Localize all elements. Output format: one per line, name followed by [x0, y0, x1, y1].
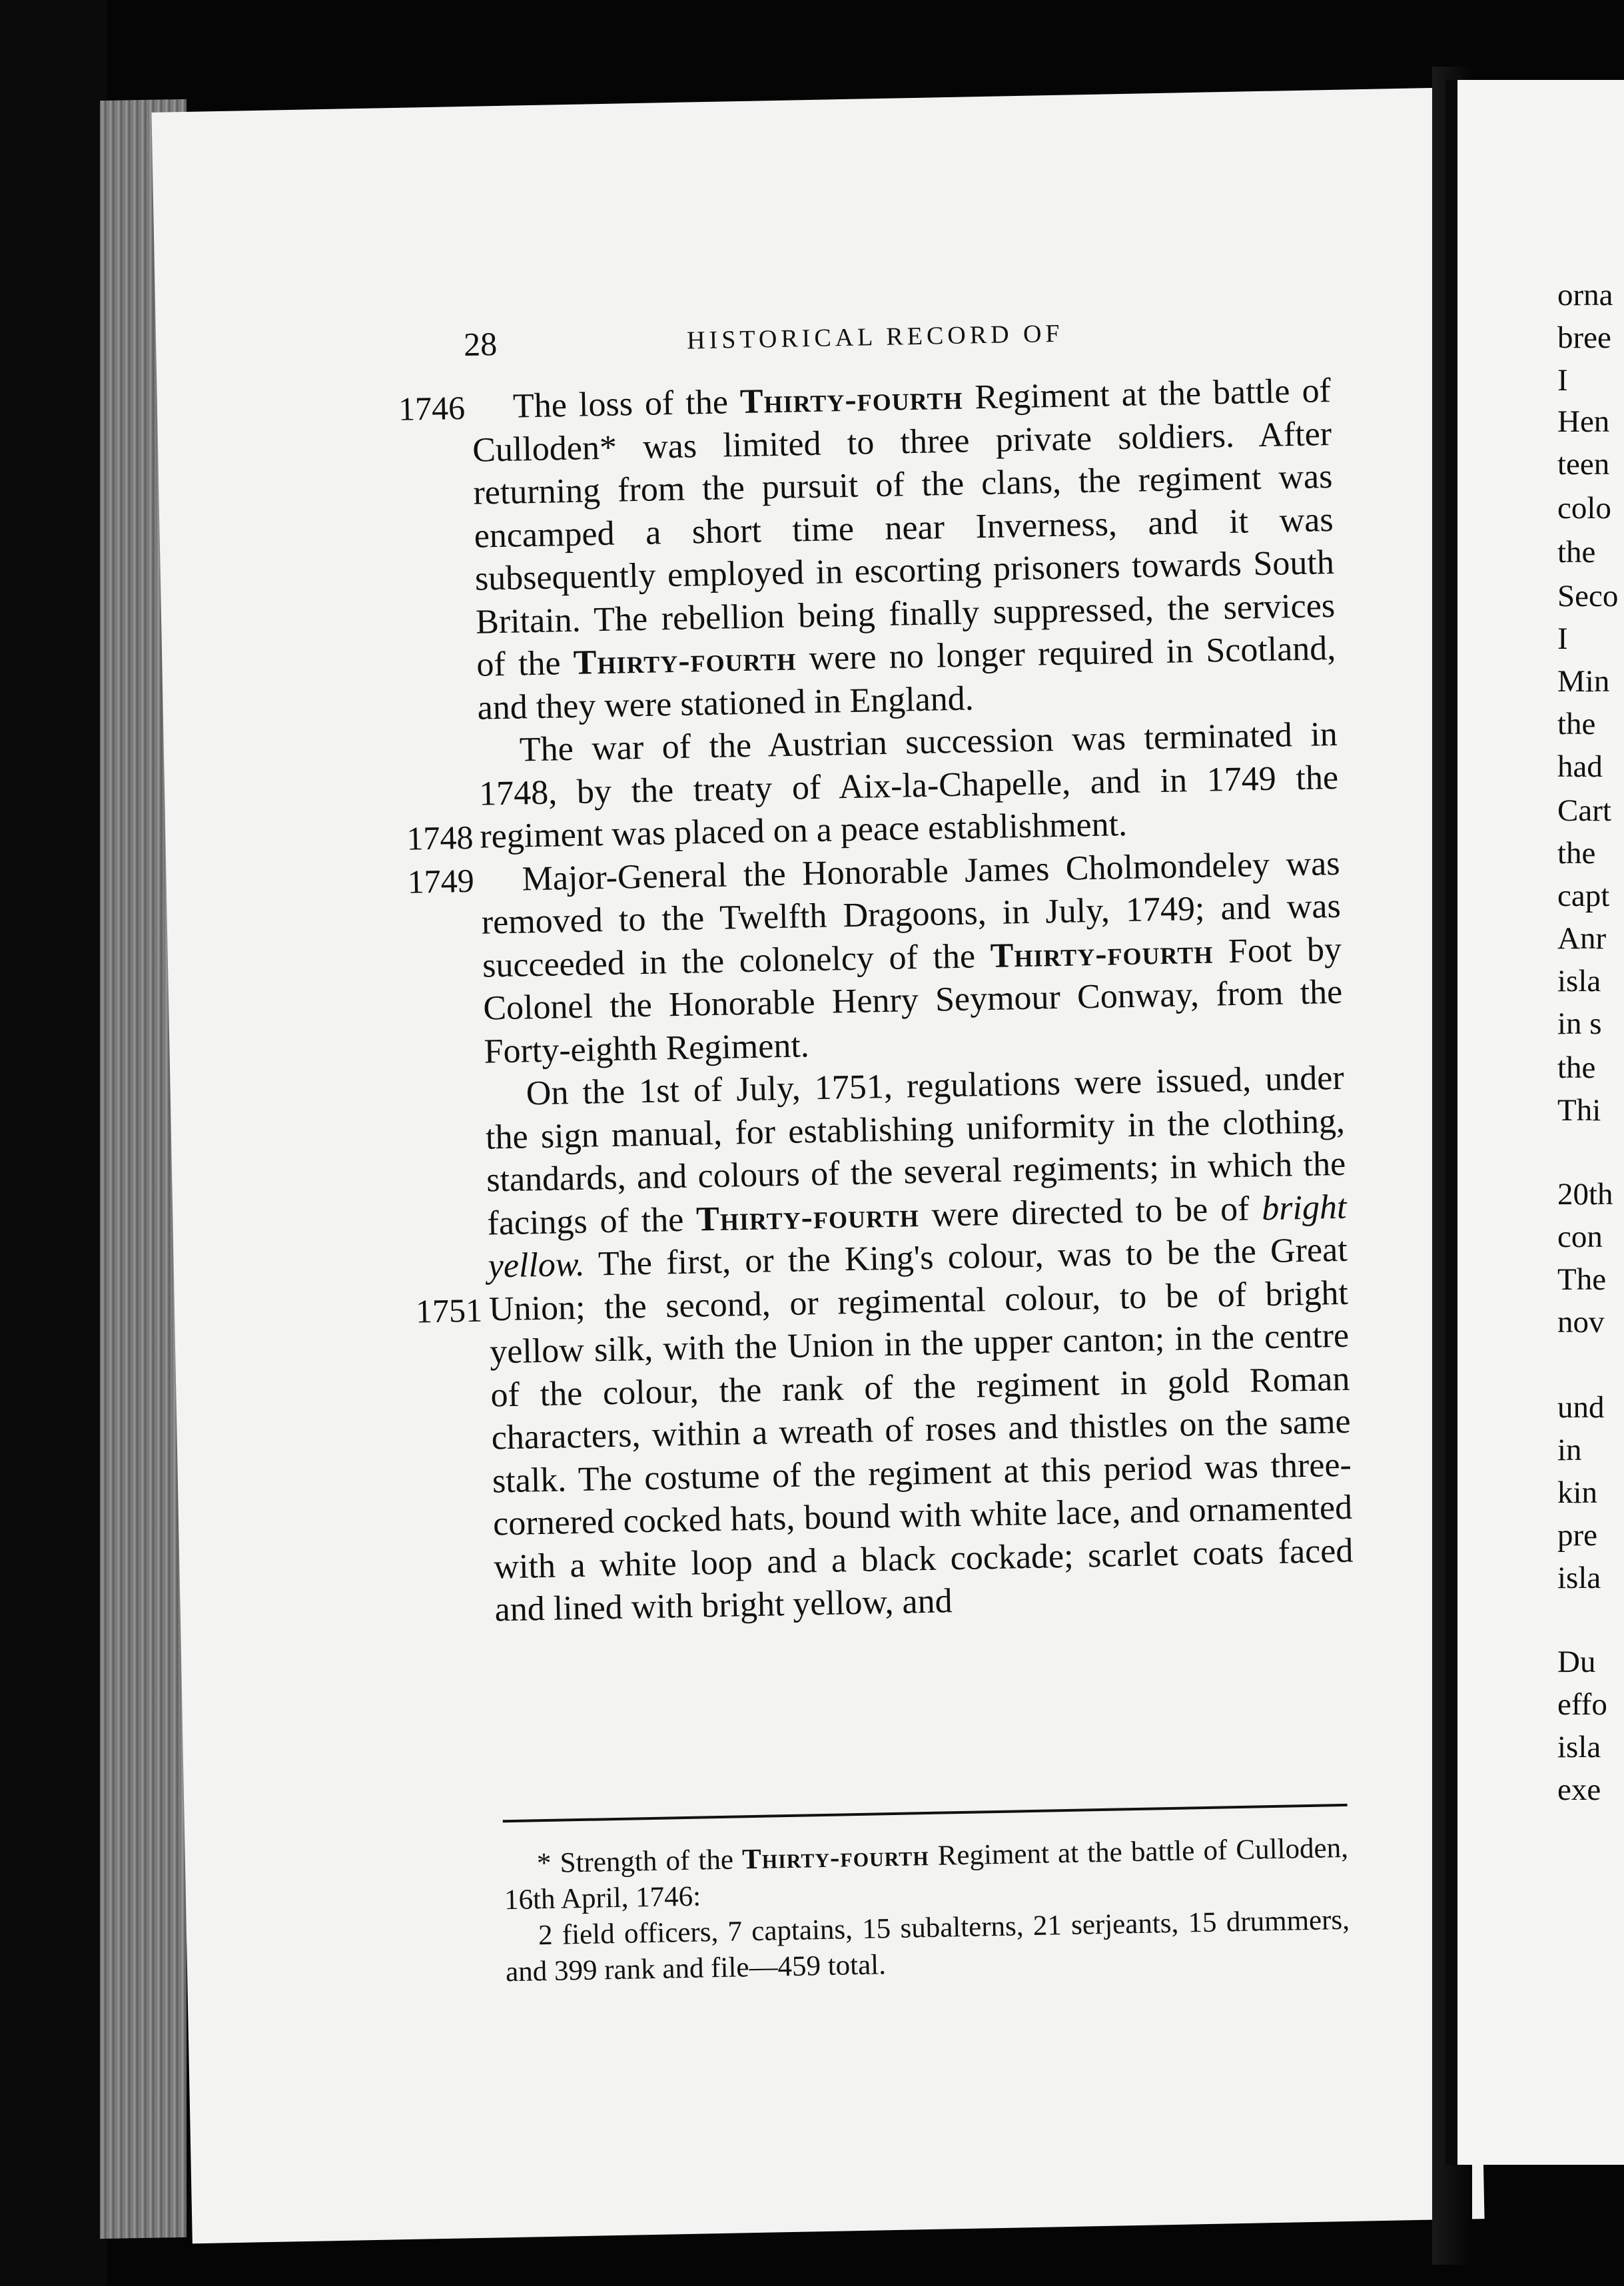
- margin-year-1751: 1751: [415, 1291, 483, 1330]
- margin-year-1746: 1746: [398, 388, 466, 428]
- right-page-line: had: [1557, 749, 1603, 784]
- p2-run-0: The war of the Austrian succession was terminated in 1748, by the treaty of Aix-la-Chapelle, and in 1749 the regiment was placed on a peace establishment.: [478, 715, 1339, 856]
- right-page-line: I: [1557, 363, 1568, 398]
- p3-run-2: Foot by Colonel the Honorable Henry Seymour Conway, from the Forty-eighth Regiment.: [482, 930, 1343, 1071]
- p1-run-3: Thirty-fourth: [573, 639, 797, 682]
- p1-run-1: Thirty-fourth: [739, 378, 963, 422]
- p3-run-1: Thirty-fourth: [990, 933, 1214, 975]
- footnote-line-1-run-0: * Strength of the: [536, 1844, 743, 1880]
- right-page-line: con: [1557, 1220, 1603, 1254]
- right-page-line: effo: [1557, 1687, 1607, 1722]
- footnote-line-2: 2 field officers, 7 captains, 15 subalterns, 21 serjeants, 15 drummers, and 399 rank and file—459 total.: [505, 1904, 1350, 1988]
- p1-run-2: Regiment at the battle of Culloden* was limited to three private soldiers. After returning from the pursuit of the clans, the regiment was encamped a short time near Inverness, and it was subsequently employed in escorting prisoners towards South Britain. The rebellion being finally suppressed, the services of the: [472, 372, 1336, 684]
- right-page-line: isla: [1557, 1730, 1601, 1764]
- right-page-line: Cart: [1557, 793, 1611, 828]
- right-page-line: Thi: [1557, 1093, 1601, 1128]
- page-number: 28: [463, 325, 498, 363]
- right-page-line: the: [1557, 535, 1596, 570]
- running-title: HISTORICAL RECORD OF: [686, 319, 1064, 355]
- right-page-line: orna: [1557, 278, 1613, 312]
- right-page-line: Min: [1557, 664, 1610, 699]
- right-page-fragment: [1445, 80, 1624, 2165]
- footnote-rule: [503, 1804, 1348, 1822]
- right-page-line: in: [1557, 1433, 1582, 1467]
- paragraph-1746: [471, 370, 1337, 730]
- right-page-line: the: [1557, 707, 1596, 741]
- paragraph-1748: [478, 713, 1339, 859]
- margin-year-1748: 1748: [406, 818, 474, 857]
- right-page-line: Anr: [1557, 921, 1607, 956]
- right-page-line: nov: [1557, 1305, 1605, 1339]
- right-page-line: teen: [1557, 447, 1610, 482]
- right-page-line: Du: [1557, 1645, 1596, 1679]
- right-page-line: capt: [1557, 879, 1610, 913]
- footnote-line-1-run-1: Thirty-fourth: [741, 1840, 930, 1876]
- right-page-line: The: [1557, 1262, 1607, 1297]
- right-page-line: bree: [1557, 320, 1611, 355]
- right-page-line: pre: [1557, 1518, 1598, 1553]
- margin-year-1749: 1749: [407, 861, 475, 901]
- right-page-line: Hen: [1557, 404, 1610, 439]
- right-page-line: isla: [1557, 964, 1601, 998]
- body-text: [398, 370, 1354, 1632]
- paragraph-1751: [484, 1057, 1354, 1632]
- footnote-line-1-run-2: Regiment at the battle of Culloden, 16th April, 1746:: [504, 1832, 1349, 1916]
- left-page: [151, 88, 1484, 2244]
- right-page-line: und: [1557, 1390, 1605, 1425]
- right-page-line: I: [1557, 621, 1568, 656]
- p4-run-2: were directed to be of: [919, 1189, 1262, 1234]
- paragraph-cholmondeley: [480, 842, 1344, 1073]
- right-page-line: 20th: [1557, 1177, 1613, 1212]
- running-head: [151, 88, 1443, 363]
- right-page-line: the: [1557, 836, 1596, 871]
- p4-run-4: The first, or the King's colour, was to be the Great Union; the second, or regimental colour, to be of bright yellow silk, with the Union in the upper canton; in the centre of the colour, the rank of the regiment in gold Roman characters, within a wreath of roses and thistles on the same stalk. The costume of the regiment at this period was three-cornered cocked hats, bound with white lace, and ornamented with a white loop and a black cockade; scarlet coats faced and lined with bright yellow, and: [488, 1230, 1354, 1629]
- right-page-line: colo: [1557, 491, 1611, 526]
- right-page-line: in s: [1557, 1006, 1602, 1041]
- footnote: [504, 1830, 1351, 1990]
- p4-run-0: On the 1st of July, 1751, regulations were issued, under the sign manual, for establishing uniformity in the clothing, standards, and colours of the several regiments; in which the facings of the: [485, 1058, 1346, 1243]
- p1-run-4: were no longer required in Scotland, and they were stationed in England.: [477, 629, 1336, 727]
- p4-run-3: bright yellow.: [488, 1188, 1347, 1286]
- p4-run-1: Thirty-fourth: [695, 1196, 920, 1239]
- right-page-line: the: [1557, 1050, 1596, 1085]
- p1-run-0: The loss of the: [512, 383, 741, 426]
- right-page-line: exe: [1557, 1772, 1601, 1807]
- right-page-line: kin: [1557, 1475, 1598, 1510]
- right-page-line: isla: [1557, 1561, 1601, 1595]
- book-cover-edge: [0, 0, 107, 2286]
- right-page-line: Seco: [1557, 579, 1619, 613]
- p3-run-0: Major-General the Honorable James Cholmondeley was removed to the Twelfth Dragoons, in July, 1749; and was succeeded in the colonelcy of the: [481, 844, 1342, 985]
